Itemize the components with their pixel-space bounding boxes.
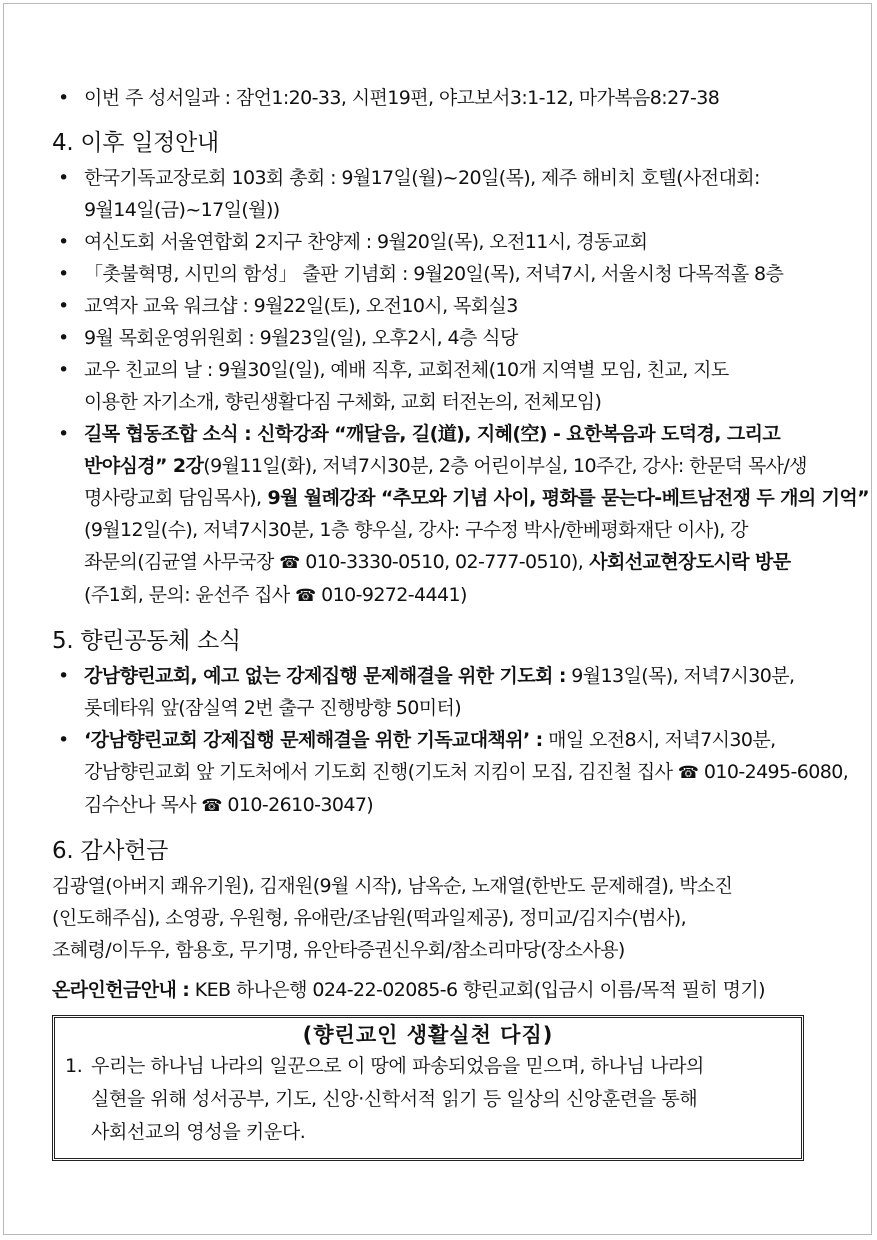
schedule-item: [52, 290, 812, 322]
pledge-item: [61, 1050, 801, 1149]
schedule-label: 교우 친교의 날 :: [84, 359, 213, 381]
monthly-lecture-title: 9월 월례강좌 “추모와 기념 사이, 평화를 묻는다-베트남전쟁 두 개의 기억”: [261, 487, 870, 509]
lunchbox-phone-number: 010-9272-4441): [315, 584, 467, 606]
coop-news-item: [52, 418, 870, 612]
community-news-item: [52, 724, 849, 822]
coop-lecture-title: 길목 협동조합 소식 : 신학강좌 “깨달음, 길(道), 지혜(空) - 요한복음과 도덕경, 그리고: [84, 423, 781, 445]
pledge-line: 사회선교의 영성을 키운다.: [91, 1121, 306, 1143]
schedule-text: 9월30일(일), 예배 직후, 교회전체(10개 지역별 모임, 친교, 지도: [212, 359, 729, 381]
coop-line: [84, 546, 812, 579]
bullet-dot: •: [58, 295, 69, 317]
bible-reading-text: 잠언1:20-33, 시편19편, 야고보서3:1-12, 마가복음8:27-38: [230, 87, 720, 109]
schedule-item: [52, 226, 812, 258]
coop-line: [84, 482, 870, 514]
lunchbox-contact: (주1회, 문의: 윤선주 집사: [84, 584, 296, 606]
pledge-line: 우리는 하나님 나라의 일꾼으로 이 땅에 파송되었음을 믿으며, 하나님 나라의: [91, 1055, 704, 1077]
committee-contact: 김수산나 목사: [84, 794, 202, 816]
schedule-label: 교역자 교육 워크샵 :: [84, 295, 249, 317]
coop-line: [84, 579, 812, 612]
bullet-dot: •: [58, 231, 69, 253]
bible-reading-item: [52, 82, 812, 114]
community-news-item: [52, 660, 812, 724]
coop-lecture-details-cont: 명사랑교회 담임목사),: [84, 487, 262, 509]
bullet-dot: •: [58, 167, 69, 189]
schedule-item: [52, 258, 812, 290]
schedule-label: 한국기독교장로회 103회 총회 :: [84, 167, 336, 189]
pledge-title: (향린교인 생활실천 다짐): [302, 1023, 554, 1047]
schedule-text: 9월22일(토), 오전10시, 목회실3: [248, 295, 518, 317]
online-offering-info: [52, 974, 812, 1006]
lunchbox-visit-title: 사회선교현장도시락 방문: [583, 551, 791, 573]
pledge-box: [52, 1015, 804, 1161]
section6-title: 6. 감사헌금: [52, 838, 169, 864]
committee-line: [84, 756, 849, 789]
prayer-meeting-text: 9월13일(목), 저녁7시30분,: [565, 665, 795, 687]
committee-contact-number: 010-2610-3047): [221, 794, 374, 816]
offering-names-line: 조혜령/이두우, 함용호, 무기명, 유안타증권신우회/참소리마당(장소사용): [52, 939, 625, 961]
bullet-dot: •: [58, 327, 69, 349]
bullet-dot: •: [58, 665, 69, 687]
schedule-text-cont: 9월14일(금)~17일(월)): [84, 199, 280, 221]
schedule-text: 9월17일(월)~20일(목), 제주 해비치 호텔(사전대회:: [335, 167, 760, 189]
schedule-item: [52, 162, 812, 226]
phone-icon: ☎: [201, 796, 222, 816]
schedule-text-cont: 이용한 자기소개, 향린생활다짐 구체화, 교회 터전논의, 전체모임): [84, 391, 602, 413]
phone-icon: ☎: [295, 586, 316, 606]
online-offering-account: KEB 하나은행 024-22-02085-6 향린교회(입금시 이름/목적 필히 명기): [189, 979, 765, 1001]
bible-reading-label: 이번 주 성서일과 :: [84, 87, 231, 109]
prayer-meeting-label: 강남향린교회, 예고 없는 강제집행 문제해결을 위한 기도회 :: [84, 665, 566, 687]
bullet-dot: •: [58, 263, 69, 285]
committee-text: 매일 오전8시, 저녁7시30분,: [542, 729, 776, 751]
schedule-item: [52, 322, 812, 354]
coop-lecture-title-cont: 반야심경” 2강: [84, 455, 204, 477]
offering-names-line: 김광열(아버지 쾌유기원), 김재원(9월 시작), 남옥순, 노재열(한반도 문제해결), 박소진: [52, 875, 733, 897]
bullet-dot: •: [58, 423, 69, 445]
schedule-text: 9월23일(일), 오후2시, 4층 식당: [254, 327, 518, 349]
schedule-label: 「촛불혁명, 시민의 함성」 출판 기념회 :: [84, 263, 408, 285]
schedule-label: 여신도회 서울연합회 2지구 찬양제 :: [84, 231, 372, 253]
section5-title: 5. 향린공동체 소식: [52, 628, 241, 654]
bullet-dot: •: [58, 729, 69, 751]
schedule-label: 9월 목회운영위원회 :: [84, 327, 255, 349]
section4-title: 4. 이후 일정안내: [52, 130, 219, 156]
committee-line: [84, 789, 812, 822]
lecture-contact: 좌문의(김균열 사무국장: [84, 551, 280, 573]
pledge-number: 1.: [65, 1055, 83, 1077]
offering-names-line: (인도해주심), 소영광, 우원형, 유애란/조남원(떡과일제공), 정미교/김지수(범사),: [52, 907, 687, 929]
phone-icon: ☎: [677, 763, 699, 783]
monthly-lecture-details: (9월12일(수), 저녁7시30분, 1층 향우실, 강사: 구수정 박사/한베평화재단 이사), 강: [84, 519, 748, 541]
coop-lecture-details: (9월11일(화), 저녁7시30분, 2층 어린이부실, 10주간, 강사: 한문덕 목사/생: [203, 455, 807, 477]
coop-line: [84, 450, 812, 482]
phone-icon: ☎: [279, 553, 300, 573]
schedule-item: [52, 354, 812, 418]
online-offering-label: 온라인헌금안내 :: [52, 979, 190, 1001]
schedule-text: 9월20일(목), 저녁7시, 서울시청 다목적홀 8층: [407, 263, 784, 285]
prayer-meeting-location: 롯데타워 앞(잠실역 2번 출구 진행방향 50미터): [84, 697, 462, 719]
bullet-dot: •: [58, 87, 69, 109]
committee-label: ‘강남향린교회 강제집행 문제해결을 위한 기독교대책위’ :: [84, 729, 543, 751]
bulletin-content: [52, 82, 870, 1006]
bullet-dot: •: [58, 359, 69, 381]
lecture-phone-numbers: 010-3330-0510, 02-777-0510),: [299, 551, 584, 573]
pledge-line: 실현을 위해 성서공부, 기도, 신앙·신학서적 읽기 등 일상의 신앙훈련을 통해: [91, 1088, 698, 1110]
committee-details: 강남향린교회 앞 기도처에서 기도회 진행(기도처 지킴이 모집, 김진철 집사: [84, 761, 678, 783]
schedule-text: 9월20일(목), 오전11시, 경동교회: [371, 231, 648, 253]
committee-phone-number: 010-2495-6080,: [698, 761, 849, 783]
